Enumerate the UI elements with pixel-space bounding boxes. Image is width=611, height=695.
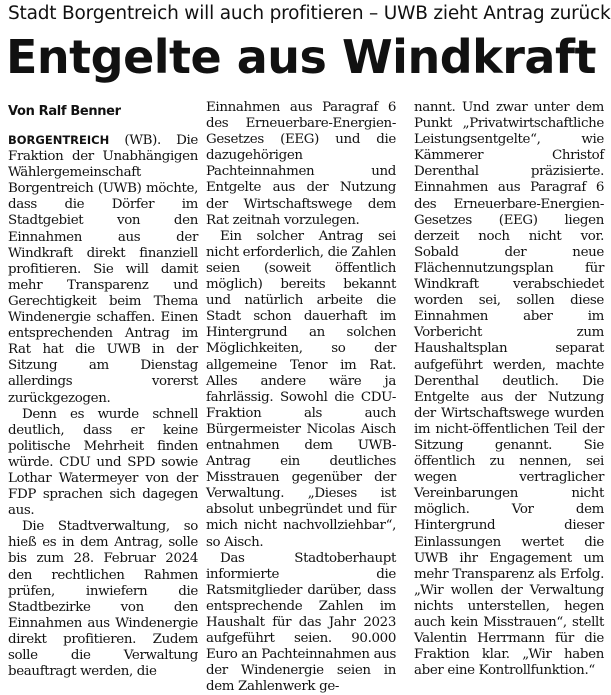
kicker-subheadline: Stadt Borgentreich will auch profitieren – UWB zieht Antrag zurück	[8, 3, 611, 24]
article-paragraph: Die Stadtverwaltung, so hieß es in dem Antrag, solle bis zum 28. Februar 2024 den rechtlichen Rahmen prüfen, inwiefern die Stadtbezirke von den Einnahmen aus Windenergie direkt profitieren. Zudem solle die Verwaltung beauftragt werden, die	[8, 519, 198, 680]
article-paragraph	[8, 132, 198, 407]
article-column-2	[206, 100, 396, 695]
article-paragraph: Denn es wurde schnell deutlich, dass er keine politische Mehrheit finden würde. CDU und SPD sowie Lothar Watermeyer von der FDP sprachen sich dagegen aus.	[8, 406, 198, 519]
headline: Entgelte aus Windkraft	[6, 30, 596, 84]
article-column-1	[8, 100, 198, 680]
article-paragraph: Einnahmen aus Paragraf 6 des Erneuerbare-Energien-Gesetzes (EEG) und die dazugehörigen Pachteinnahmen und Entgelte aus der Nutzung der Wirtschaftswege dem Rat zeitnah vorzulegen.	[206, 100, 396, 228]
article-paragraph: nannt. Und zwar unter dem Punkt „Privatwirtschaftliche Leistungsentgelte“, wie Kämmerer Christof Derenthal präzisierte. Einnahmen aus Paragraf 6 des Erneuerbare-Energien-Gesetzes (EEG) liegen derzeit noch nicht vor. Sobald der neue Flächennutzungsplan für Windkraft verabschiedet worden sei, sollen diese Einnahmen aber im Vorbericht zum Haushaltsplan separat aufgeführt werden, machte Derenthal deutlich. Die Entgelte aus der Nutzung der Wirtschaftswege wurden im nicht-öffentlichen Teil der Sitzung genannt. Sie öffentlich zu nennen, sei wegen vertraglicher Vereinbarungen nicht möglich. Vor dem Hintergrund dieser Einlassungen wertet die UWB ihr Engagement um mehr Transparenz als Erfolg. „Wir wollen der Verwaltung nichts unterstellen, hegen auch kein Misstrauen“, stellt Valentin Herrmann für die Fraktion klar. „Wir haben aber eine Kontrollfunktion.“	[414, 100, 604, 679]
paragraph-text: (WB). Die Fraktion der Unabhängigen Wählergemeinschaft Borgentreich (UWB) möchte, dass die Dörfer im Stadtgebiet von den Einnahmen aus der Windkraft direkt finanziell profitieren. Sie will damit mehr Transparenz und Gerechtigkeit beim Thema Windenergie schaffen. Einen entsprechenden Antrag im Rat hat die UWB in der Sitzung am Dienstag allerdings vorerst zurückgezogen.	[8, 133, 198, 406]
article-paragraph: Ein solcher Antrag sei nicht erforderlich, die Zahlen seien (soweit öffentlich möglich) bereits bekannt und natürlich arbeite die Stadt schon dauerhaft im Hintergrund an solchen Möglichkeiten, so der allgemeine Tenor im Rat. Alles andere wäre ja fahrlässig. Sowohl die CDU-Fraktion als auch Bürgermeister Nicolas Aisch entnahmen dem UWB-Antrag ein deutliches Misstrauen gegenüber der Verwaltung. „Dieses ist absolut unbegründet und für mich nicht nachvollziehbar“, so Aisch.	[206, 228, 396, 550]
article-column-3	[414, 100, 604, 679]
article-paragraph: Das Stadtoberhaupt informierte die Ratsmitglieder darüber, dass entsprechende Zahlen im Haushalt für das Jahr 2023 aufgeführt seien. 90.000 Euro an Pachteinnahmen aus der Windenergie seien in dem Zahlenwerk ge-	[206, 550, 396, 695]
byline: Von Ralf Benner	[8, 104, 121, 119]
dateline: BORGENTREICH	[8, 133, 110, 147]
